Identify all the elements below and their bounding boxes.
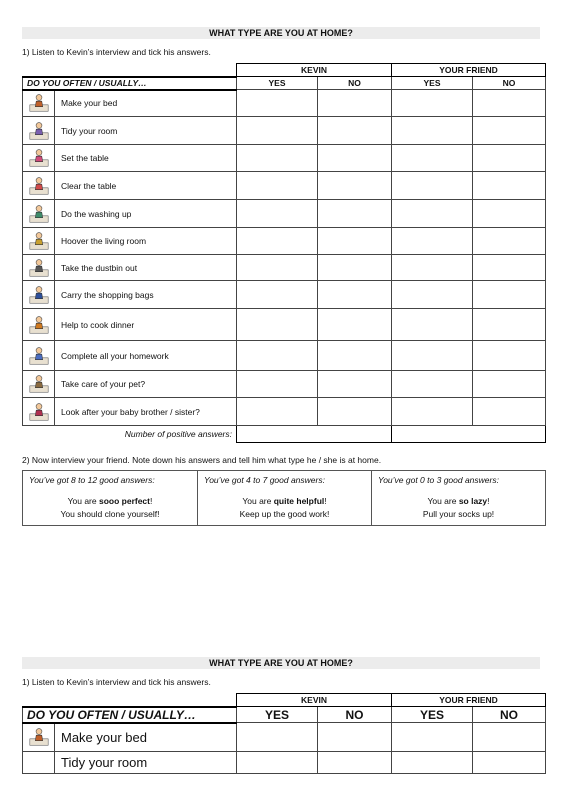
- result-head: You’ve got 8 to 12 good answers:: [29, 475, 155, 485]
- friend-no-cell[interactable]: [473, 281, 546, 309]
- friend-yes-cell[interactable]: [392, 723, 473, 752]
- kevin-yes-cell[interactable]: [237, 341, 318, 371]
- kevin-yes-cell[interactable]: [237, 117, 318, 145]
- kevin-no-cell[interactable]: [318, 145, 392, 172]
- result-advice: Pull your socks up!: [422, 509, 495, 519]
- table-row: [23, 371, 546, 398]
- task-label: Look after your baby brother / sister?: [55, 398, 237, 426]
- friend-no-cell[interactable]: [473, 309, 546, 341]
- friend-no-cell[interactable]: [473, 341, 546, 371]
- table-row: [23, 752, 546, 774]
- result-head: You’ve got 4 to 7 good answers:: [204, 475, 325, 485]
- kevin-yes-cell[interactable]: [237, 145, 318, 172]
- kevin-no-cell[interactable]: [318, 309, 392, 341]
- friend-yes-cell[interactable]: [392, 752, 473, 774]
- kevin-yes-cell[interactable]: [237, 255, 318, 281]
- kevin-no-cell[interactable]: [318, 200, 392, 228]
- kevin-yes-cell[interactable]: [237, 172, 318, 200]
- kevin-no-cell[interactable]: [318, 752, 392, 774]
- table-row: [23, 117, 546, 145]
- kevin-yes-header: YES: [237, 77, 318, 90]
- friend-yes-header: YES: [392, 77, 473, 90]
- instruction-2: 2) Now interview your friend. Note down his answers and tell him what type he / she is at home.: [22, 455, 382, 465]
- kevin-no-cell[interactable]: [318, 723, 392, 752]
- result-helpful: [198, 471, 372, 526]
- friend-yes-cell[interactable]: [392, 145, 473, 172]
- result-advice: You should clone yourself!: [60, 509, 160, 519]
- friend-yes-cell[interactable]: [392, 117, 473, 145]
- answer-grid: [22, 63, 546, 443]
- pet-icon: [23, 371, 55, 398]
- task-label: Clear the table: [55, 172, 237, 200]
- dustbin-icon: [23, 255, 55, 281]
- task-label: Carry the shopping bags: [55, 281, 237, 309]
- blank-corner: [23, 64, 237, 77]
- friend-positive-count-field[interactable]: [392, 426, 546, 443]
- task-label: Tidy your room: [55, 117, 237, 145]
- kevin-yes-header: YES: [237, 707, 318, 723]
- friend-yes-cell[interactable]: [392, 172, 473, 200]
- result-perfect: [23, 471, 198, 526]
- kevin-yes-cell[interactable]: [237, 228, 318, 255]
- kevin-no-cell[interactable]: [318, 172, 392, 200]
- task-label: Make your bed: [55, 723, 237, 752]
- positive-count-label: Number of positive answers:: [124, 429, 232, 440]
- header-kevin: KEVIN: [237, 694, 392, 707]
- header-kevin: KEVIN: [237, 64, 392, 77]
- friend-no-cell[interactable]: [473, 172, 546, 200]
- kevin-yes-cell[interactable]: [237, 281, 318, 309]
- baby-icon: [23, 398, 55, 426]
- blank-corner: [23, 694, 237, 707]
- task-label: Hoover the living room: [55, 228, 237, 255]
- clearing-table-icon: [23, 172, 55, 200]
- friend-yes-cell[interactable]: [392, 255, 473, 281]
- result-advice: Keep up the good work!: [239, 509, 330, 519]
- kevin-no-cell[interactable]: [318, 371, 392, 398]
- friend-no-cell[interactable]: [473, 145, 546, 172]
- task-label: Set the table: [55, 145, 237, 172]
- boy-bed-icon: [23, 90, 55, 117]
- cooking-icon: [23, 309, 55, 341]
- friend-no-cell[interactable]: [473, 117, 546, 145]
- result-type: quite helpful: [273, 496, 325, 506]
- table-row: [23, 228, 546, 255]
- hoover-icon: [23, 228, 55, 255]
- result-pre: You are: [242, 496, 274, 506]
- friend-yes-cell[interactable]: [392, 90, 473, 117]
- task-label: Make your bed: [55, 90, 237, 117]
- boy-bed-icon: [23, 723, 55, 752]
- instruction-1: 1) Listen to Kevin’s interview and tick his answers.: [22, 47, 211, 57]
- kevin-yes-cell[interactable]: [237, 200, 318, 228]
- friend-no-cell[interactable]: [473, 371, 546, 398]
- table-setting-icon: [23, 145, 55, 172]
- kevin-no-cell[interactable]: [318, 90, 392, 117]
- kevin-yes-cell[interactable]: [237, 752, 318, 774]
- homework-icon: [23, 341, 55, 371]
- result-type: so lazy: [458, 496, 488, 506]
- friend-yes-cell[interactable]: [392, 371, 473, 398]
- result-head: You’ve got 0 to 3 good answers:: [378, 475, 499, 485]
- table-row: [23, 723, 546, 752]
- result-pre: You are: [67, 496, 99, 506]
- table-row: [23, 200, 546, 228]
- task-label: Tidy your room: [55, 752, 237, 774]
- kevin-no-header: NO: [318, 707, 392, 723]
- shopping-bags-icon: [23, 281, 55, 309]
- friend-yes-cell[interactable]: [392, 200, 473, 228]
- friend-no-cell[interactable]: [473, 752, 546, 774]
- friend-no-header: NO: [473, 707, 546, 723]
- result-post: !: [487, 496, 490, 506]
- page-title: WHAT TYPE ARE YOU AT HOME?: [22, 27, 540, 39]
- table-row: [23, 172, 546, 200]
- friend-yes-cell[interactable]: [392, 228, 473, 255]
- page-title-2: WHAT TYPE ARE YOU AT HOME?: [22, 657, 540, 669]
- empty-icon-cell: [23, 752, 55, 774]
- question-header: DO YOU OFTEN / USUALLY…: [23, 707, 237, 723]
- kevin-no-cell[interactable]: [318, 117, 392, 145]
- kevin-no-cell[interactable]: [318, 228, 392, 255]
- task-label: Complete all your homework: [55, 341, 237, 371]
- task-label: Take care of your pet?: [55, 371, 237, 398]
- results-table: [22, 470, 546, 526]
- kevin-yes-cell[interactable]: [237, 398, 318, 426]
- question-header: DO YOU OFTEN / USUALLY…: [23, 77, 237, 90]
- kevin-yes-cell[interactable]: [237, 371, 318, 398]
- table-row: [23, 145, 546, 172]
- instruction-1-repeat: 1) Listen to Kevin’s interview and tick his answers.: [22, 677, 211, 687]
- kevin-yes-cell[interactable]: [237, 90, 318, 117]
- friend-no-cell[interactable]: [473, 90, 546, 117]
- room-icon: [23, 117, 55, 145]
- table-row: [23, 309, 546, 341]
- friend-no-cell[interactable]: [473, 398, 546, 426]
- kevin-no-header: NO: [318, 77, 392, 90]
- table-row: [23, 90, 546, 117]
- friend-no-cell[interactable]: [473, 228, 546, 255]
- task-label: Help to cook dinner: [55, 309, 237, 341]
- friend-yes-cell[interactable]: [392, 341, 473, 371]
- table-row: [23, 341, 546, 371]
- answer-grid-large: [22, 693, 546, 774]
- kevin-yes-cell[interactable]: [237, 309, 318, 341]
- friend-no-cell[interactable]: [473, 255, 546, 281]
- kevin-no-cell[interactable]: [318, 281, 392, 309]
- friend-no-header: NO: [473, 77, 546, 90]
- result-type: sooo perfect: [98, 496, 150, 506]
- friend-yes-header: YES: [392, 707, 473, 723]
- table-row: [23, 255, 546, 281]
- friend-no-cell[interactable]: [473, 723, 546, 752]
- table-row: [23, 398, 546, 426]
- result-lazy: [372, 471, 546, 526]
- header-your-friend: YOUR FRIEND: [392, 64, 546, 77]
- kevin-no-cell[interactable]: [318, 341, 392, 371]
- header-your-friend: YOUR FRIEND: [392, 694, 546, 707]
- washing-up-icon: [23, 200, 55, 228]
- task-label: Do the washing up: [55, 200, 237, 228]
- kevin-no-cell[interactable]: [318, 255, 392, 281]
- kevin-no-cell[interactable]: [318, 398, 392, 426]
- friend-yes-cell[interactable]: [392, 309, 473, 341]
- result-post: !: [324, 496, 327, 506]
- kevin-yes-cell[interactable]: [237, 723, 318, 752]
- task-label: Take the dustbin out: [55, 255, 237, 281]
- friend-yes-cell[interactable]: [392, 398, 473, 426]
- table-row: [23, 281, 546, 309]
- friend-no-cell[interactable]: [473, 200, 546, 228]
- result-pre: You are: [427, 496, 459, 506]
- result-post: !: [150, 496, 153, 506]
- kevin-positive-count-field[interactable]: [237, 426, 392, 443]
- friend-yes-cell[interactable]: [392, 281, 473, 309]
